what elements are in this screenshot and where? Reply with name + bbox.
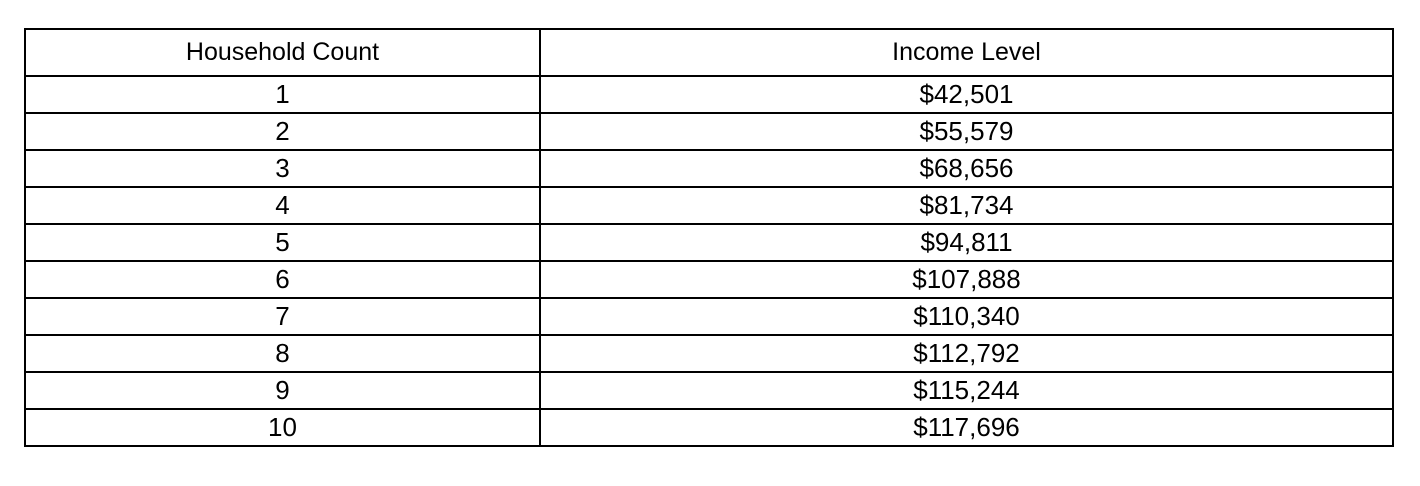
- table-row: [25, 409, 1393, 446]
- income-level-cell: $68,656: [540, 150, 1393, 187]
- income-level-cell: $107,888: [540, 261, 1393, 298]
- household-count-cell: 3: [25, 150, 540, 187]
- income-table: [24, 28, 1394, 447]
- header-household-count: Household Count: [25, 29, 540, 76]
- income-level-cell: $115,244: [540, 372, 1393, 409]
- table-body: [25, 76, 1393, 446]
- income-level-cell: $117,696: [540, 409, 1393, 446]
- household-count-cell: 9: [25, 372, 540, 409]
- header-row: [25, 29, 1393, 76]
- income-level-cell: $110,340: [540, 298, 1393, 335]
- table-row: [25, 187, 1393, 224]
- household-count-cell: 1: [25, 76, 540, 113]
- table-row: [25, 335, 1393, 372]
- income-level-cell: $112,792: [540, 335, 1393, 372]
- income-level-cell: $81,734: [540, 187, 1393, 224]
- table-row: [25, 261, 1393, 298]
- table-row: [25, 372, 1393, 409]
- table-row: [25, 150, 1393, 187]
- table-header: [25, 29, 1393, 76]
- income-level-cell: $94,811: [540, 224, 1393, 261]
- household-count-cell: 2: [25, 113, 540, 150]
- income-level-cell: $55,579: [540, 113, 1393, 150]
- header-income-level: Income Level: [540, 29, 1393, 76]
- household-count-cell: 10: [25, 409, 540, 446]
- income-level-cell: $42,501: [540, 76, 1393, 113]
- household-count-cell: 6: [25, 261, 540, 298]
- table-row: [25, 113, 1393, 150]
- household-count-cell: 5: [25, 224, 540, 261]
- table-row: [25, 224, 1393, 261]
- household-count-cell: 8: [25, 335, 540, 372]
- household-count-cell: 4: [25, 187, 540, 224]
- table-row: [25, 76, 1393, 113]
- household-count-cell: 7: [25, 298, 540, 335]
- table-row: [25, 298, 1393, 335]
